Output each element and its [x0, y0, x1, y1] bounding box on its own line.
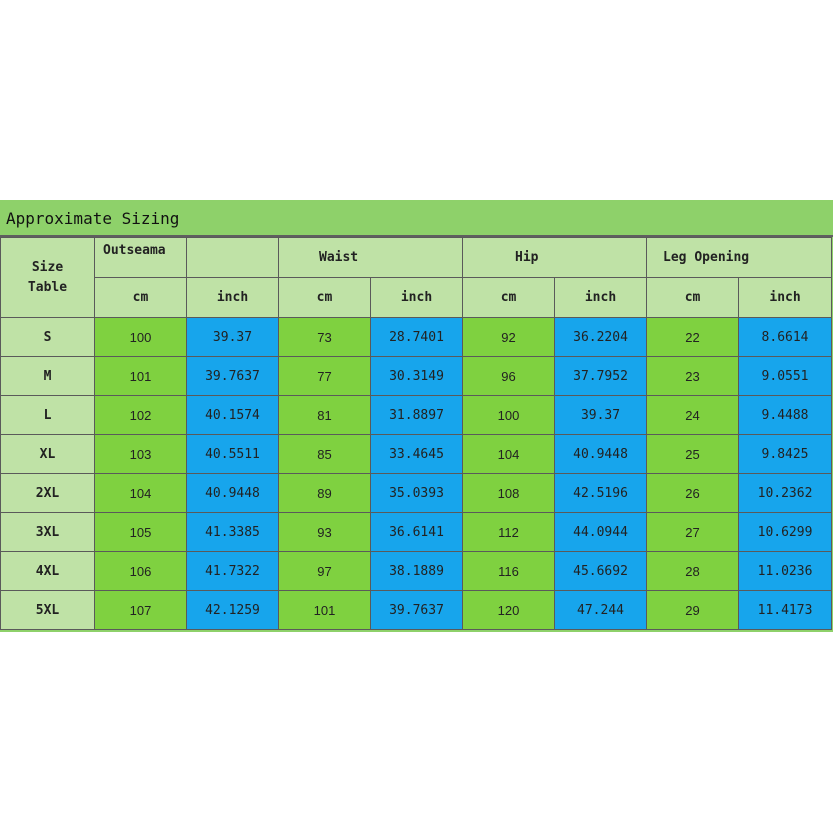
- waist-header: Waist: [279, 238, 463, 278]
- hip-cm-cell: 116: [463, 552, 555, 591]
- waist-inch-cell: 39.7637: [371, 591, 463, 630]
- table-row: [1, 435, 832, 474]
- waist-inch-cell: 36.6141: [371, 513, 463, 552]
- hip-cm-cell: 92: [463, 318, 555, 357]
- size-table: [0, 237, 832, 630]
- table-row: [1, 552, 832, 591]
- leg-inch-cell: 9.8425: [739, 435, 832, 474]
- waist-cm-cell: 97: [279, 552, 371, 591]
- outseam-inch-cell: 40.9448: [187, 474, 279, 513]
- leg-opening-header: Leg Opening: [647, 238, 832, 278]
- hip-inch-cell: 37.7952: [555, 357, 647, 396]
- outseam-cm-cell: 104: [95, 474, 187, 513]
- leg-cm-cell: 27: [647, 513, 739, 552]
- leg-cm-header: cm: [647, 278, 739, 318]
- outseam-inch-cell: 42.1259: [187, 591, 279, 630]
- leg-inch-header: inch: [739, 278, 832, 318]
- hip-cm-header: cm: [463, 278, 555, 318]
- outseam-inch-header: inch: [187, 278, 279, 318]
- outseam-cm-cell: 103: [95, 435, 187, 474]
- waist-inch-cell: 33.4645: [371, 435, 463, 474]
- waist-inch-cell: 30.3149: [371, 357, 463, 396]
- leg-cm-cell: 26: [647, 474, 739, 513]
- size-cell: 3XL: [1, 513, 95, 552]
- hip-cm-cell: 100: [463, 396, 555, 435]
- waist-inch-header: inch: [371, 278, 463, 318]
- waist-inch-cell: 38.1889: [371, 552, 463, 591]
- outseam-cm-cell: 101: [95, 357, 187, 396]
- size-chart: [0, 200, 833, 632]
- leg-cm-cell: 22: [647, 318, 739, 357]
- outseam-inch-cell: 40.1574: [187, 396, 279, 435]
- outseam-inch-cell: 40.5511: [187, 435, 279, 474]
- size-cell: XL: [1, 435, 95, 474]
- waist-cm-cell: 89: [279, 474, 371, 513]
- hip-header: Hip: [463, 238, 647, 278]
- hip-inch-cell: 45.6692: [555, 552, 647, 591]
- table-row: [1, 318, 832, 357]
- outseam-inch-cell: 41.3385: [187, 513, 279, 552]
- outseam-inch-cell: 41.7322: [187, 552, 279, 591]
- waist-inch-cell: 35.0393: [371, 474, 463, 513]
- title-bar: [0, 200, 833, 237]
- waist-cm-cell: 77: [279, 357, 371, 396]
- hip-inch-cell: 44.0944: [555, 513, 647, 552]
- size-cell: M: [1, 357, 95, 396]
- waist-cm-cell: 85: [279, 435, 371, 474]
- leg-inch-cell: 9.0551: [739, 357, 832, 396]
- hip-cm-cell: 108: [463, 474, 555, 513]
- size-table-header: Size Table: [1, 238, 95, 318]
- hip-inch-cell: 36.2204: [555, 318, 647, 357]
- hip-cm-cell: 104: [463, 435, 555, 474]
- leg-cm-cell: 29: [647, 591, 739, 630]
- leg-cm-cell: 28: [647, 552, 739, 591]
- hip-cm-cell: 120: [463, 591, 555, 630]
- leg-cm-cell: 23: [647, 357, 739, 396]
- hip-inch-cell: 47.244: [555, 591, 647, 630]
- table-row: [1, 513, 832, 552]
- waist-cm-cell: 81: [279, 396, 371, 435]
- waist-cm-cell: 93: [279, 513, 371, 552]
- leg-inch-cell: 11.0236: [739, 552, 832, 591]
- outseam-cm-cell: 106: [95, 552, 187, 591]
- outseam-header: Outseama: [95, 238, 187, 278]
- hip-inch-cell: 40.9448: [555, 435, 647, 474]
- outseam-cm-cell: 100: [95, 318, 187, 357]
- waist-cm-header: cm: [279, 278, 371, 318]
- outseam-inch-cell: 39.37: [187, 318, 279, 357]
- leg-inch-cell: 10.2362: [739, 474, 832, 513]
- outseam-cm-cell: 107: [95, 591, 187, 630]
- waist-inch-cell: 31.8897: [371, 396, 463, 435]
- size-cell: L: [1, 396, 95, 435]
- leg-inch-cell: 11.4173: [739, 591, 832, 630]
- waist-inch-cell: 28.7401: [371, 318, 463, 357]
- leg-inch-cell: 9.4488: [739, 396, 832, 435]
- table-row: [1, 396, 832, 435]
- outseam-header-blank: [187, 238, 279, 278]
- hip-inch-cell: 42.5196: [555, 474, 647, 513]
- waist-cm-cell: 73: [279, 318, 371, 357]
- leg-cm-cell: 25: [647, 435, 739, 474]
- hip-inch-header: inch: [555, 278, 647, 318]
- size-cell: 4XL: [1, 552, 95, 591]
- table-row: [1, 474, 832, 513]
- size-cell: 2XL: [1, 474, 95, 513]
- chart-title: Approximate Sizing: [6, 209, 180, 228]
- table-row: [1, 357, 832, 396]
- outseam-cm-cell: 102: [95, 396, 187, 435]
- outseam-cm-cell: 105: [95, 513, 187, 552]
- waist-cm-cell: 101: [279, 591, 371, 630]
- size-cell: S: [1, 318, 95, 357]
- leg-cm-cell: 24: [647, 396, 739, 435]
- table-row: [1, 591, 832, 630]
- outseam-cm-header: cm: [95, 278, 187, 318]
- hip-cm-cell: 96: [463, 357, 555, 396]
- leg-inch-cell: 10.6299: [739, 513, 832, 552]
- size-rows: [1, 318, 832, 630]
- size-cell: 5XL: [1, 591, 95, 630]
- hip-inch-cell: 39.37: [555, 396, 647, 435]
- hip-cm-cell: 112: [463, 513, 555, 552]
- outseam-inch-cell: 39.7637: [187, 357, 279, 396]
- leg-inch-cell: 8.6614: [739, 318, 832, 357]
